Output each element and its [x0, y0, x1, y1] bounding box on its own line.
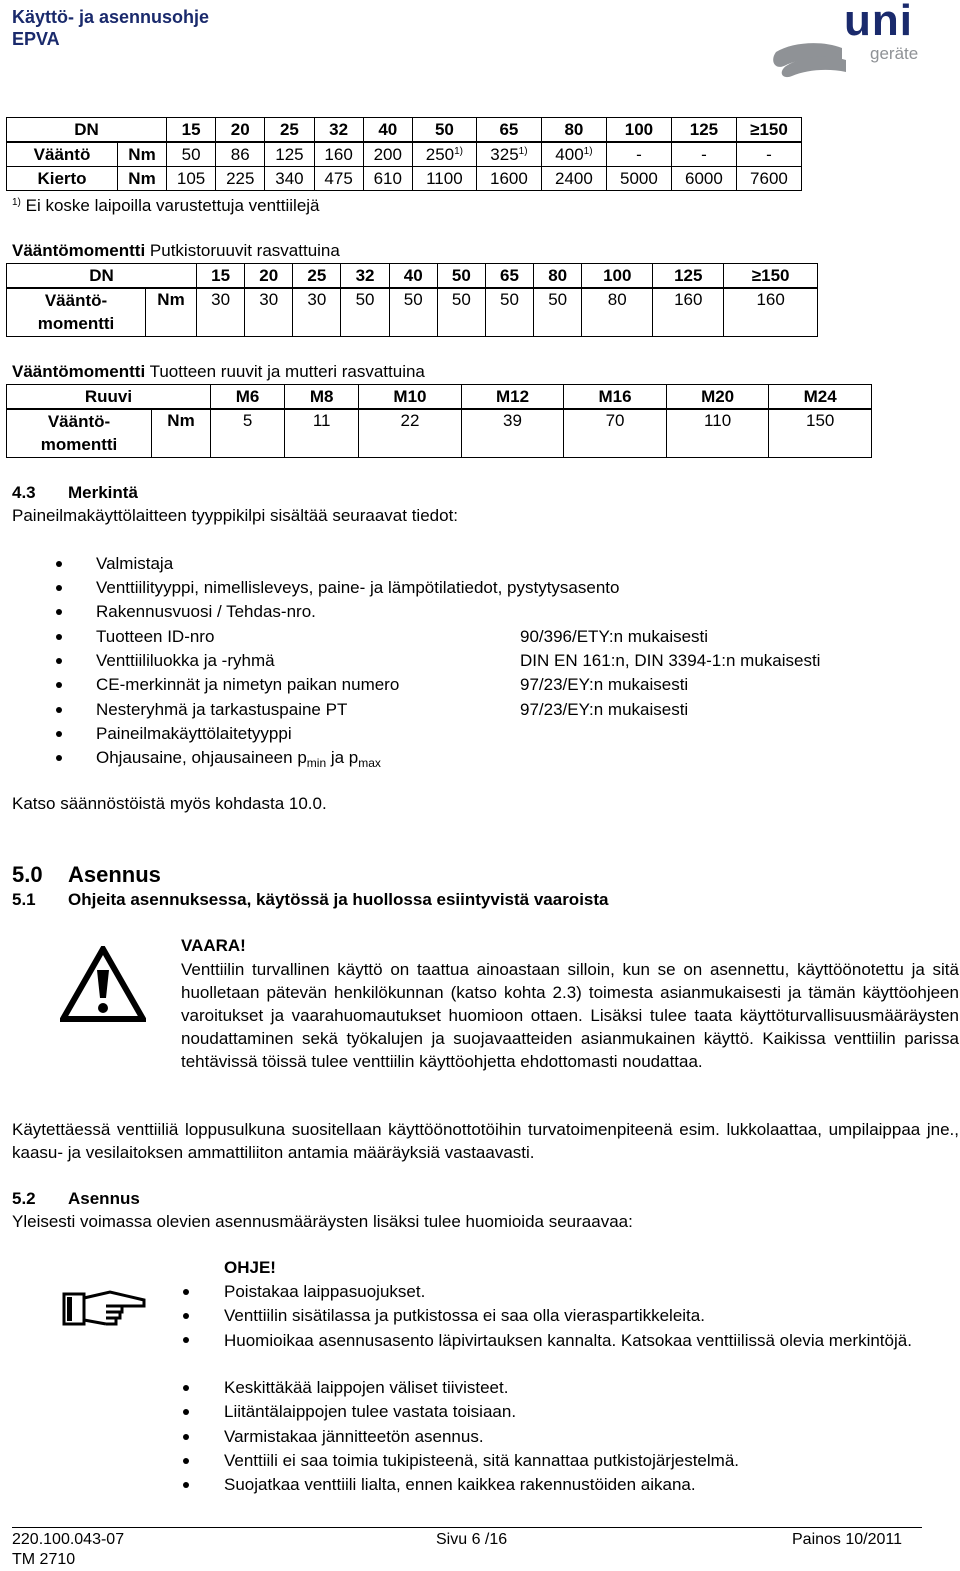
table-cell: 160 [653, 288, 724, 336]
torque-table-2 [6, 263, 818, 337]
footnote-ref: 1) [583, 145, 593, 157]
footnote-ref: 1) [518, 145, 528, 157]
table-row [7, 167, 802, 191]
table-cell: - [736, 142, 801, 167]
list-item: Tuotteen ID-nro [96, 627, 215, 646]
bullet-icon [183, 1289, 189, 1295]
logo-subtext: geräte [870, 44, 919, 63]
footer-page-number: Sivu 6 /16 [436, 1531, 508, 1548]
table-cell: 20 [216, 118, 265, 143]
table-cell: 50 [485, 288, 533, 336]
table-cell: 125 [265, 142, 314, 167]
bullet-icon [183, 1458, 189, 1464]
table-cell: 110 [666, 409, 769, 457]
table-cell: 125 [653, 264, 724, 289]
table-cell: - [606, 142, 671, 167]
bullet-icon [56, 682, 62, 688]
section-5-2-intro: Yleisesti voimassa olevien asennusmääräysten lisäksi tulee huomioida seuraavaa: [12, 1212, 633, 1231]
table-cell: M8 [285, 385, 359, 410]
table-cell: 1100 [412, 167, 476, 191]
table-cell: 25 [293, 264, 341, 289]
table-cell: 160 [724, 288, 818, 336]
table-cell: 20 [245, 264, 293, 289]
table-cell [7, 288, 146, 336]
table-cell: DN [7, 118, 167, 143]
table-row [7, 409, 872, 457]
bullet-icon [183, 1409, 189, 1415]
table-cell: 5000 [606, 167, 671, 191]
table-cell [541, 142, 606, 167]
bullet-icon [183, 1313, 189, 1319]
list-item: Valmistaja [96, 554, 174, 573]
table-header-row [7, 385, 872, 410]
list-item-prefix: Ohjausaine, ohjausaineen p [96, 748, 307, 767]
table-cell: 50 [437, 288, 485, 336]
table-cell: 610 [363, 167, 412, 191]
list-item: Keskittäkää laippojen väliset tiivisteet. [224, 1378, 509, 1397]
list-item: Poistakaa laippasuojukset. [224, 1282, 426, 1301]
row-label-line1: Vääntö- [44, 291, 108, 310]
list-item: Venttiilityyppi, nimellisleveys, paine- ja lämpötilatiedot, pystytysasento [96, 578, 620, 597]
table-header-row [7, 118, 802, 143]
table-row [7, 142, 802, 167]
bullet-icon [56, 731, 62, 737]
list-item-mid: ja p [326, 748, 359, 767]
table-cell: 80 [541, 118, 606, 143]
table-cell: 15 [167, 118, 216, 143]
list-item: Nesteryhmä ja tarkastuspaine PT [96, 700, 348, 719]
section-number: 5.2 [12, 1189, 36, 1208]
list-item: Venttiili ei saa toimia tukipisteenä, sitä kannattaa putkistojärjestelmä. [224, 1451, 739, 1470]
row-label-line2: momentti [37, 314, 115, 333]
list-item: CE-merkinnät ja nimetyn paikan numero [96, 675, 400, 694]
see-also-text: Katso säännöstöistä myös kohdasta 10.0. [12, 794, 327, 813]
section-5-2-heading [12, 1188, 140, 1210]
table-cell: 7600 [736, 167, 801, 191]
row-label-line1: Vääntö- [47, 412, 111, 431]
list-item: Liitäntälaippojen tulee vastata toisiaan. [224, 1402, 517, 1421]
table-cell: - [671, 142, 736, 167]
table-cell: Nm [118, 142, 167, 167]
bullet-icon [56, 755, 62, 761]
footnote-ref: 1) [454, 145, 464, 157]
table-cell: 22 [359, 409, 462, 457]
table-cell: DN [7, 264, 197, 289]
warning-triangle-icon [60, 946, 146, 1027]
list-item: Suojatkaa venttiili lialta, ennen kaikkea rakennustöiden aikana. [224, 1475, 696, 1494]
list-item [96, 747, 381, 769]
list-item-note: DIN EN 161:n, DIN 3394-1:n mukaisesti [520, 651, 821, 670]
table-cell: Nm [146, 288, 197, 336]
list-item: Rakennusvuosi / Tehdas-nro. [96, 602, 316, 621]
table-cell: 200 [363, 142, 412, 167]
section-number: 5.0 [12, 862, 43, 887]
torque-table-3 [6, 384, 872, 458]
table-cell: 50 [412, 118, 476, 143]
table1-footnote [12, 195, 320, 217]
table-cell: 40 [389, 264, 437, 289]
bullet-icon [183, 1385, 189, 1391]
section-title: Merkintä [68, 483, 138, 502]
table-cell: Ruuvi [7, 385, 211, 410]
table-cell: M24 [769, 385, 872, 410]
table-cell: 340 [265, 167, 314, 191]
section-number: 4.3 [12, 483, 36, 502]
subscript-max: max [358, 756, 381, 770]
footer-edition: Painos 10/2011 [792, 1531, 903, 1548]
table-cell: 50 [534, 288, 582, 336]
footer-tm: TM 2710 [12, 1551, 76, 1568]
table-cell [476, 142, 541, 167]
section-title: Ohjeita asennuksessa, käytössä ja huollossa esiintyvistä vaaroista [68, 890, 609, 909]
table-cell: 475 [314, 167, 363, 191]
table-cell: 30 [293, 288, 341, 336]
bullet-icon [56, 658, 62, 664]
list-item: Huomioikaa asennusasento läpivirtauksen kannalta. Katsokaa venttiilissä olevia merkintöjä. [224, 1331, 912, 1350]
table-cell: 150 [769, 409, 872, 457]
warning-title: VAARA! [181, 936, 246, 955]
table-cell: 80 [534, 264, 582, 289]
table-cell: 160 [314, 142, 363, 167]
cell-value: 325 [490, 144, 519, 164]
bullet-icon [56, 585, 62, 591]
table-cell: 65 [476, 118, 541, 143]
table-cell: 15 [197, 264, 245, 289]
table-cell: M10 [359, 385, 462, 410]
document-title-line2: EPVA [12, 29, 60, 49]
table-cell: 50 [341, 288, 389, 336]
list-item: Varmistakaa jännitteetön asennus. [224, 1427, 484, 1446]
table-header-row [7, 264, 818, 289]
table-cell: 65 [485, 264, 533, 289]
table-cell: Nm [152, 409, 211, 457]
list-item-note: 90/396/ETY:n mukaisesti [520, 627, 709, 646]
list-item-note: 97/23/EY:n mukaisesti [520, 700, 689, 719]
table-cell: 125 [671, 118, 736, 143]
list-item: Paineilmakäyttölaitetyyppi [96, 724, 292, 743]
table-cell: 86 [216, 142, 265, 167]
table-cell: Kierto [7, 167, 118, 191]
footer-doc-number: 220.100.043-07 [12, 1531, 125, 1548]
table-cell: 100 [582, 264, 653, 289]
table-cell: 40 [363, 118, 412, 143]
list-item-note: 97/23/EY:n mukaisesti [520, 675, 689, 694]
table-cell: 80 [582, 288, 653, 336]
table-cell: 5 [211, 409, 285, 457]
note-title: OHJE! [224, 1258, 276, 1277]
bullet-icon [56, 707, 62, 713]
table-cell: M12 [461, 385, 564, 410]
cell-value: 400 [555, 144, 584, 164]
table-cell: Nm [118, 167, 167, 191]
table-cell: 1600 [476, 167, 541, 191]
table-cell: 6000 [671, 167, 736, 191]
table-cell: ≥150 [724, 264, 818, 289]
bullet-icon [183, 1337, 189, 1343]
table-cell: 30 [197, 288, 245, 336]
bullet-icon [183, 1482, 189, 1488]
table-cell: M20 [666, 385, 769, 410]
table-cell: Vääntö [7, 142, 118, 167]
section-5-0-heading [12, 862, 161, 888]
table2-title-bold: Vääntömomentti [12, 241, 146, 260]
table-cell: M6 [211, 385, 285, 410]
table-cell: 30 [245, 288, 293, 336]
table-cell: 225 [216, 167, 265, 191]
table-cell: 32 [341, 264, 389, 289]
table-cell: 11 [285, 409, 359, 457]
table-cell: 100 [606, 118, 671, 143]
cell-value: 250 [425, 144, 455, 164]
table2-title [12, 240, 340, 262]
list-item: Venttiilin sisätilassa ja putkistossa ei saa olla vieraspartikkeleita. [224, 1306, 705, 1325]
table-cell: 2400 [541, 167, 606, 191]
table-row [7, 288, 818, 336]
bullet-icon [183, 1434, 189, 1440]
table-cell: 105 [167, 167, 216, 191]
table-cell [7, 409, 152, 457]
table3-title [12, 361, 425, 383]
footer-divider [12, 1527, 922, 1528]
section-4-3-heading [12, 482, 138, 504]
table-cell: 32 [314, 118, 363, 143]
section-title: Asennus [68, 862, 161, 887]
bullet-icon [56, 634, 62, 640]
table-cell [412, 142, 476, 167]
uni-logo [772, 2, 922, 80]
subscript-min: min [306, 756, 327, 770]
logo-text: uni [844, 0, 913, 45]
table3-title-rest: Tuotteen ruuvit ja mutteri rasvattuina [145, 362, 425, 381]
table-cell: 50 [389, 288, 437, 336]
table2-title-rest: Putkistoruuvit rasvattuina [145, 241, 340, 260]
section-4-3-intro: Paineilmakäyttölaitteen tyyppikilpi sisältää seuraavat tiedot: [12, 506, 459, 525]
pointing-hand-icon [62, 1286, 146, 1335]
table-cell: M16 [564, 385, 667, 410]
section-title: Asennus [68, 1189, 140, 1208]
document-title-line1: Käyttö- ja asennusohje [12, 7, 210, 27]
warning-text: Venttiilin turvallinen käyttö on taattua ainoastaan silloin, kun se on asennettu, käyttöönotettu ja sitä huolletaan pätevän henkilökunnan (katso kohta 2.3) toimesta asianmukaisesti ja tämän käyttöohjeen varoitukset ja vaarahuomautukset huomioon ottaen. Lisäksi tulee taata käyttöturvallisuusmääräysten noudattaminen sekä työkalujen ja suojavaatteiden asianmukainen käyttö. Kaikissa venttiilin parissa tehtävissä töissä tulee venttiilin käyttöohjetta ehdottomasti noudattaa. [181, 960, 959, 1071]
table-cell: 50 [167, 142, 216, 167]
section-5-1-paragraph: Käytettäessä venttiiliä loppusulkuna suositellaan käyttöönottotöihin turvatoimenpiteenä esim. lukkolaattaa, umpilaippaa jne., kaasu- ja vesilaitoksen ammattiliiton antamia määräyksiä vastaavasti. [12, 1120, 959, 1162]
document-title [12, 6, 209, 50]
table-cell: 70 [564, 409, 667, 457]
table-cell: 25 [265, 118, 314, 143]
list-item: Venttiililuokka ja -ryhmä [96, 651, 275, 670]
table-cell: 50 [437, 264, 485, 289]
table-cell: 39 [461, 409, 564, 457]
table3-title-bold: Vääntömomentti [12, 362, 146, 381]
section-number: 5.1 [12, 890, 36, 909]
bullet-icon [56, 561, 62, 567]
bullet-icon [56, 609, 62, 615]
section-5-1-heading [12, 889, 609, 911]
table-cell: ≥150 [736, 118, 801, 143]
footnote-mark: 1) [12, 197, 21, 208]
torque-table-1 [6, 117, 802, 191]
footnote-text: Ei koske laipoilla varustettuja venttiilejä [25, 196, 320, 215]
row-label-line2: momentti [40, 435, 118, 454]
